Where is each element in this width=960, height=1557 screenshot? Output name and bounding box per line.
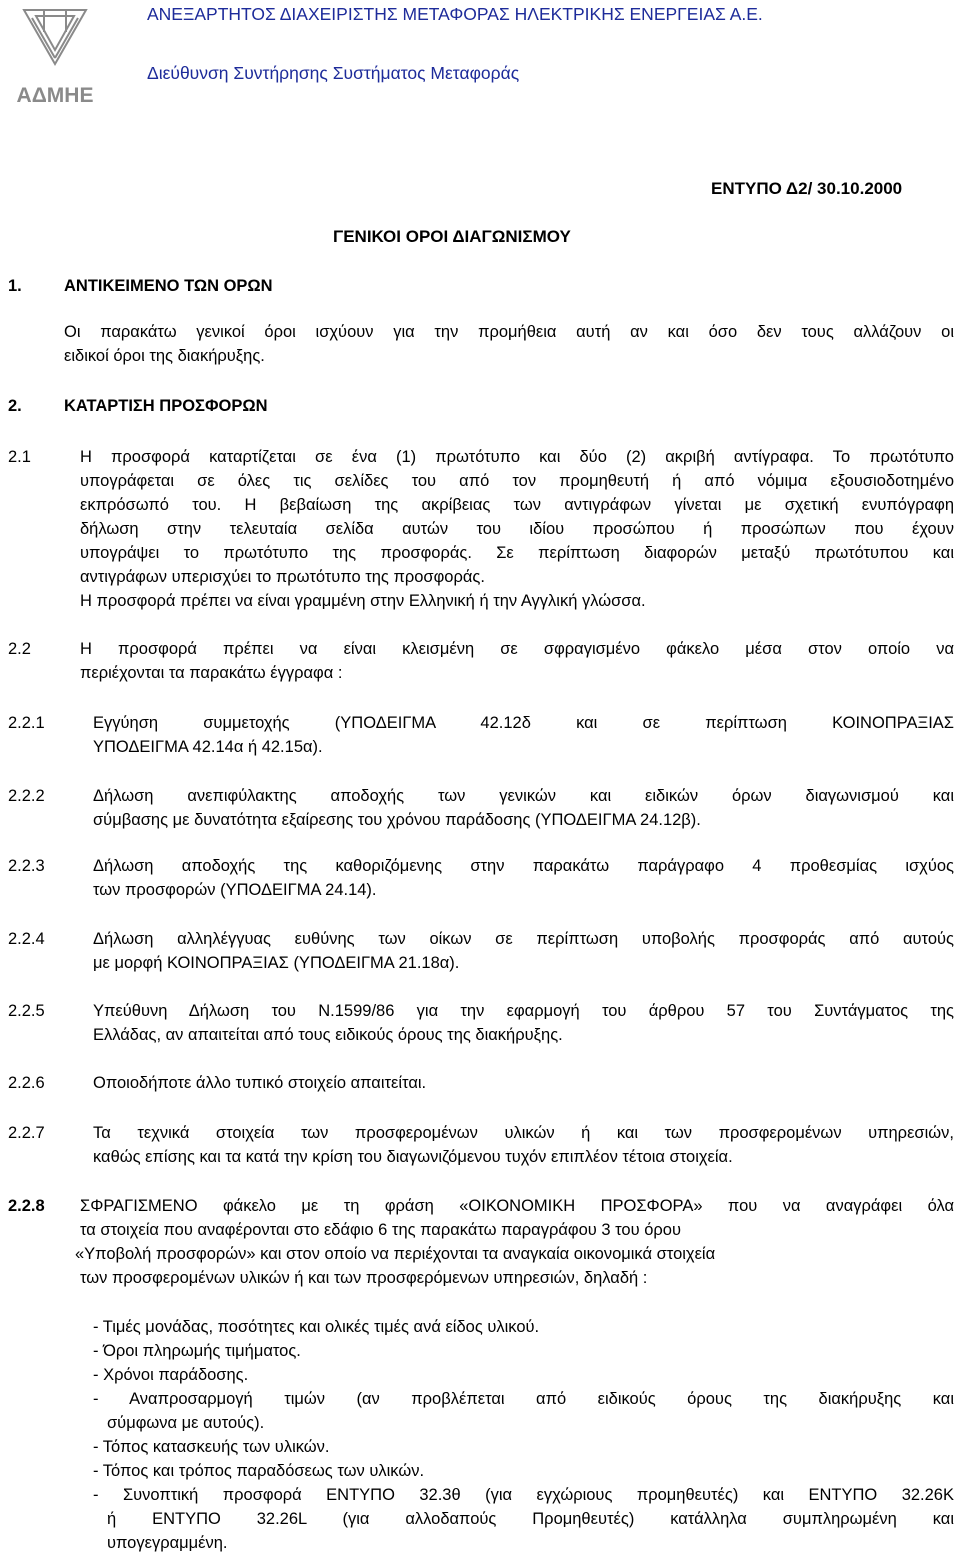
- bullet-item-continuation: ή ΕΝΤΥΠΟ 32.26L (για αλλοδαπούς Προμηθευτές) κατάλληλα συμπληρωμένη και: [107, 1510, 954, 1528]
- para-2-1-line: Η προσφορά πρέπει να είναι γραμμένη στην Ελληνική ή την Αγγλική γλώσσα.: [80, 592, 646, 610]
- item-line: με μορφή ΚΟΙΝΟΠΡΑΞΙΑΣ (ΥΠΟΔΕΙΓΜΑ 21.18α).: [93, 954, 460, 972]
- item-line: Εγγύηση συμμετοχής (ΥΠΟΔΕΙΓΜΑ 42.12δ και σε περίπτωση ΚΟΙΝΟΠΡΑΞΙΑΣ: [93, 714, 954, 732]
- item-number: 2.2.4: [8, 930, 45, 948]
- item-number: 2.2.6: [8, 1074, 45, 1092]
- para-2-1-line: αντιγράφων υπερισχύει το πρωτότυπο της προσφοράς.: [80, 568, 485, 586]
- para-2-1-line: δήλωση στην τελευταία σελίδα αυτών του ιδίου προσώπου ή προσώπων που έχουν: [80, 520, 954, 538]
- para-2-1-line: Η προσφορά καταρτίζεται σε ένα (1) πρωτότυπο και δύο (2) ακριβή αντίγραφα. Το πρωτότυπο: [80, 448, 954, 466]
- item-line: «Υποβολή προσφορών» και στον οποίο να περιέχονται τα αναγκαία οικονομικά στοιχεία: [75, 1245, 716, 1263]
- item-line: Οποιοδήποτε άλλο τυπικό στοιχείο απαιτείται.: [93, 1074, 427, 1092]
- item-line: Δήλωση ανεπιφύλακτης αποδοχής των γενικών και ειδικών όρων διαγωνισμού και: [93, 787, 954, 805]
- item-line: καθώς επίσης και τα κατά την κρίση του διαγωνιζόμενου τυχόν επιπλέον τέτοια στοιχεία.: [93, 1148, 733, 1166]
- item-number: 2.2.2: [8, 787, 45, 805]
- para-2-1-number: 2.1: [8, 448, 31, 466]
- para-2-1-line: υπογράφεται σε όλες τις σελίδες του από τον προμηθευτή ή από νόμιμα εξουσιοδοτημένο: [80, 472, 954, 490]
- para-2-1-line: υπογράψει το πρωτότυπο της προσφοράς. Σε περίπτωση διαφορών μεταξύ πρωτότυπου και: [80, 544, 954, 562]
- item-number: 2.2.1: [8, 714, 45, 732]
- bullet-item: - Τόπος και τρόπος παραδόσεως των υλικών.: [93, 1462, 425, 1480]
- company-logo: [4, 2, 106, 106]
- section-1-line: Οι παρακάτω γενικοί όροι ισχύουν για την προμήθεια αυτή αν και όσο δεν τους αλλάζουν οι: [64, 323, 954, 341]
- bullet-item: - Τιμές μονάδας, ποσότητες και ολικές τιμές ανά είδος υλικού.: [93, 1318, 540, 1336]
- item-line: των προσφορών (ΥΠΟΔΕΙΓΜΑ 24.14).: [93, 881, 377, 899]
- logo-text: ΑΔΜΗΕ: [16, 84, 94, 106]
- item-line: Ελλάδας, αν απαιτείται από τους ειδικούς όρους της διακήρυξης.: [93, 1026, 563, 1044]
- section-1-line: ειδικοί όροι της διακήρυξης.: [64, 347, 265, 365]
- item-number: 2.2.3: [8, 857, 45, 875]
- item-line: ΥΠΟΔΕΙΓΜΑ 42.14α ή 42.15α).: [93, 738, 323, 756]
- bullet-item-continuation: υπογεγραμμένη.: [107, 1534, 228, 1552]
- item-number: 2.2.8: [8, 1197, 45, 1215]
- item-number: 2.2.7: [8, 1124, 45, 1142]
- org-name: ΑΝΕΞΑΡΤΗΤΟΣ ΔΙΑΧΕΙΡΙΣΤΗΣ ΜΕΤΑΦΟΡΑΣ ΗΛΕΚΤΡΙΚΗΣ ΕΝΕΡΓΕΙΑΣ Α.Ε.: [147, 4, 763, 24]
- item-line: ΣΦΡΑΓΙΣΜΕΝΟ φάκελο με τη φράση «ΟΙΚΟΝΟΜΙΚΗ ΠΡΟΣΦΟΡΑ» που να αναγράφει όλα: [80, 1197, 954, 1215]
- bullet-item: - Συνοπτική προσφορά ΕΝΤΥΠΟ 32.3θ (για εγχώριους προμηθευτές) και ΕΝΤΥΠΟ 32.26Κ: [93, 1486, 954, 1504]
- bullet-item: - Αναπροσαρμογή τιμών (αν προβλέπεται από ειδικούς όρους της διακήρυξης και: [93, 1390, 954, 1408]
- org-department: Διεύθυνση Συντήρησης Συστήματος Μεταφοράς: [147, 63, 520, 83]
- bullet-item-continuation: σύμφωνα με αυτούς).: [107, 1414, 265, 1432]
- section-2-title: ΚΑΤΑΡΤΙΣΗ ΠΡΟΣΦΟΡΩΝ: [64, 397, 268, 415]
- item-line: Δήλωση αλληλέγγυας ευθύνης των οίκων σε περίπτωση υποβολής προσφοράς από αυτούς: [93, 930, 954, 948]
- para-2-2-number: 2.2: [8, 640, 31, 658]
- item-line: των προσφερομένων υλικών ή και των προσφερόμενων υπηρεσιών, δηλαδή :: [80, 1269, 648, 1287]
- para-2-2-line: Η προσφορά πρέπει να είναι κλεισμένη σε σφραγισμένο φάκελο μέσα στον οποίο να: [80, 640, 954, 658]
- item-number: 2.2.5: [8, 1002, 45, 1020]
- section-2-number: 2.: [8, 397, 22, 415]
- bullet-item: - Τόπος κατασκευής των υλικών.: [93, 1438, 330, 1456]
- section-1-number: 1.: [8, 277, 22, 295]
- item-line: σύμβασης με δυνατότητα εξαίρεσης του χρόνου παράδοσης (ΥΠΟΔΕΙΓΜΑ 24.12β).: [93, 811, 701, 829]
- bullet-item: - Χρόνοι παράδοσης.: [93, 1366, 249, 1384]
- section-1-title: ΑΝΤΙΚΕΙΜΕΝΟ ΤΩΝ ΟΡΩΝ: [64, 277, 273, 295]
- bullet-item: - Όροι πληρωμής τιμήματος.: [93, 1342, 301, 1360]
- form-reference: ΕΝΤΥΠΟ Δ2/ 30.10.2000: [711, 179, 903, 198]
- para-2-1-line: εκπρόσωπό του. Η βεβαίωση της ακρίβειας των αντιγράφων γίνεται με σχετική ενυπόγραφη: [80, 496, 954, 514]
- item-line: Υπεύθυνη Δήλωση του Ν.1599/86 για την εφαρμογή του άρθρου 57 του Συντάγματος της: [93, 1002, 954, 1020]
- item-line: Τα τεχνικά στοιχεία των προσφερομένων υλικών ή και των προσφερομένων υπηρεσιών,: [93, 1124, 954, 1142]
- doc-title: ΓΕΝΙΚΟΙ ΟΡΟΙ ΔΙΑΓΩΝΙΣΜΟΥ: [333, 227, 571, 246]
- para-2-2-line: περιέχονται τα παρακάτω έγγραφα :: [80, 664, 343, 682]
- item-line: Δήλωση αποδοχής της καθοριζόμενης στην παρακάτω παράγραφο 4 προθεσμίας ισχύος: [93, 857, 954, 875]
- item-line: τα στοιχεία που αναφέρονται στο εδάφιο 6 της παρακάτω παραγράφου 3 του όρου: [80, 1221, 681, 1239]
